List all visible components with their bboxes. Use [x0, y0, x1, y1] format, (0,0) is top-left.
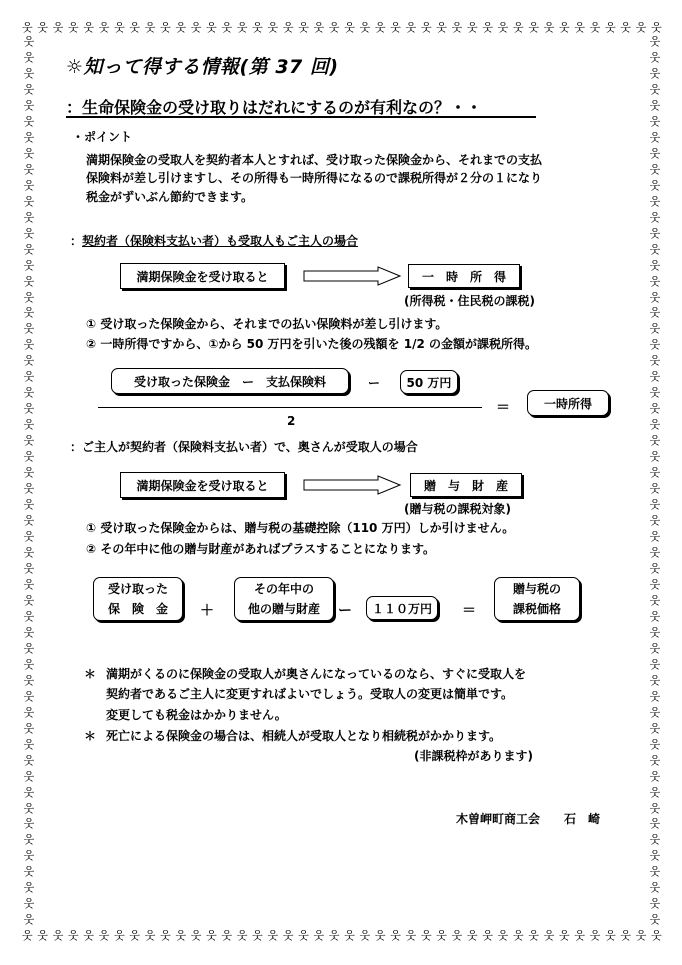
stick-figure-icon: 웃 — [23, 450, 35, 464]
case1-heading-prefix: ： — [70, 234, 83, 248]
stick-figure-icon: 웃 — [313, 929, 325, 942]
stick-figure-icon: 웃 — [190, 929, 202, 942]
stick-figure-icon: 웃 — [649, 785, 661, 799]
stick-figure-icon: 웃 — [175, 929, 187, 942]
stick-figure-icon: 웃 — [649, 82, 661, 96]
stick-figure-icon: 웃 — [23, 130, 35, 144]
case1-item-1: ① 受け取った保険金から、それまでの払い保険料が差し引けます。 — [86, 317, 448, 331]
stick-figure-icon: 웃 — [649, 98, 661, 112]
stick-figure-icon: 웃 — [649, 689, 661, 703]
stick-figure-icon: 웃 — [236, 21, 248, 34]
stick-figure-icon: 웃 — [359, 929, 371, 942]
stick-figure-icon: 웃 — [649, 290, 661, 304]
case2-to-box: 贈 与 財 産 — [410, 473, 522, 497]
stick-figure-icon: 웃 — [649, 833, 661, 847]
case1-numerator-box: 受け取った保険金 ー 支払保険料 — [111, 368, 349, 394]
point-heading: ・ポイント — [72, 130, 133, 144]
stick-figure-icon: 웃 — [649, 450, 661, 464]
stick-figure-icon: 웃 — [23, 162, 35, 176]
stick-figure-icon: 웃 — [83, 21, 95, 34]
stick-figure-icon: 웃 — [420, 929, 432, 942]
stick-figure-icon: 웃 — [543, 929, 555, 942]
case2-received-box — [93, 577, 183, 621]
stick-figure-icon: 웃 — [649, 514, 661, 528]
stick-figure-icon: 웃 — [359, 21, 371, 34]
stick-figure-icon: 웃 — [23, 561, 35, 575]
stick-figure-icon: 웃 — [605, 929, 616, 942]
stick-figure-icon: 웃 — [23, 609, 35, 623]
stick-figure-icon: 웃 — [23, 769, 35, 783]
stick-figure-icon: 웃 — [574, 929, 586, 942]
stick-figure-icon: 웃 — [160, 21, 171, 34]
stick-figure-icon: 웃 — [466, 929, 478, 942]
stick-figure-icon: 웃 — [649, 370, 661, 384]
stick-figure-icon: 웃 — [282, 21, 294, 34]
case2-deduction-box: １１０万円 — [366, 596, 438, 620]
stick-figure-icon: 웃 — [129, 21, 141, 34]
stick-figure-icon: 웃 — [23, 50, 35, 64]
stick-figure-icon: 웃 — [649, 849, 661, 863]
stick-figure-icon: 웃 — [68, 21, 79, 34]
stick-figure-icon: 웃 — [23, 673, 35, 687]
stick-figure-icon: 웃 — [649, 769, 661, 783]
stick-figure-icon: 웃 — [374, 929, 386, 942]
case2-other-gifts-box — [234, 577, 334, 621]
stick-figure-icon: 웃 — [23, 913, 35, 927]
stick-figure-icon: 웃 — [23, 82, 35, 96]
page-border-top — [22, 22, 662, 36]
stick-figure-icon: 웃 — [267, 929, 279, 942]
case2-heading: ：ご主人が契約者（保険料支払い者）で、奥さんが受取人の場合 — [70, 440, 418, 454]
stick-figure-icon: 웃 — [497, 929, 509, 942]
stick-figure-icon: 웃 — [37, 929, 48, 942]
stick-figure-icon: 웃 — [267, 21, 279, 34]
note2-sub: (非課税枠があります) — [414, 749, 533, 763]
stick-figure-icon: 웃 — [23, 258, 35, 272]
page-border-left — [22, 36, 36, 926]
stick-figure-icon: 웃 — [513, 929, 524, 942]
stick-figure-icon: 웃 — [23, 402, 35, 416]
stick-figure-icon: 웃 — [23, 498, 35, 512]
stick-figure-icon: 웃 — [649, 434, 661, 448]
stick-figure-icon: 웃 — [23, 210, 35, 224]
stick-figure-icon: 웃 — [23, 593, 35, 607]
note1-line-2: 契約者であるご主人に変更すればよいでしょう。受取人の変更は簡単です。 — [106, 687, 514, 701]
stick-figure-icon: 웃 — [23, 194, 35, 208]
case2-equals-sign: ＝ — [462, 603, 476, 619]
stick-figure-icon: 웃 — [649, 705, 661, 719]
stick-figure-icon: 웃 — [23, 753, 35, 767]
case1-to-box: 一 時 所 得 — [408, 264, 520, 288]
stick-figure-icon: 웃 — [649, 609, 661, 623]
stick-figure-icon: 웃 — [114, 929, 125, 942]
case1-item-2: ② 一時所得ですから、①から 50 万円を引いた後の残額を 1/2 の金額が課税所得。 — [86, 337, 537, 351]
stick-figure-icon: 웃 — [649, 673, 661, 687]
stick-figure-icon: 웃 — [649, 546, 661, 559]
stick-figure-icon: 웃 — [649, 753, 661, 767]
stick-figure-icon: 웃 — [23, 801, 35, 815]
stick-figure-icon: 웃 — [23, 98, 35, 112]
stick-figure-icon: 웃 — [651, 929, 662, 942]
case2-received-line1: 受け取った — [107, 582, 168, 596]
case2-arrow-icon — [303, 475, 403, 495]
stick-figure-icon: 웃 — [528, 929, 539, 942]
stick-figure-icon: 웃 — [23, 386, 35, 400]
stick-figure-icon: 웃 — [23, 338, 35, 352]
stick-figure-icon: 웃 — [23, 689, 35, 703]
case1-fraction-line — [98, 407, 482, 408]
stick-figure-icon: 웃 — [313, 21, 325, 34]
stick-figure-icon: 웃 — [649, 881, 661, 895]
stick-figure-icon: 웃 — [451, 21, 463, 34]
stick-figure-icon: 웃 — [23, 546, 35, 559]
note1-line-1: 満期がくるのに保険金の受取人が奥さんになっているのなら、すぐに受取人を — [106, 667, 527, 681]
page-border-bottom — [22, 930, 662, 944]
case2-taxable-line1: 贈与税の — [512, 582, 561, 596]
stick-figure-icon: 웃 — [649, 561, 661, 575]
stick-figure-icon: 웃 — [649, 242, 661, 256]
stick-figure-icon: 웃 — [23, 114, 35, 128]
stick-figure-icon: 웃 — [649, 226, 661, 240]
case2-from-box: 満期保険金を受け取ると — [120, 472, 285, 498]
stick-figure-icon: 웃 — [649, 386, 661, 400]
case2-item-1: ① 受け取った保険金からは、贈与税の基礎控除（110 万円）しか引けません。 — [86, 521, 515, 535]
case2-plus-sign: ＋ — [200, 603, 214, 619]
stick-figure-icon: 웃 — [344, 929, 355, 942]
stick-figure-icon: 웃 — [649, 466, 661, 480]
stick-figure-icon: 웃 — [405, 929, 417, 942]
stick-figure-icon: 웃 — [23, 66, 35, 80]
stick-figure-icon: 웃 — [649, 737, 661, 751]
stick-figure-icon: 웃 — [649, 721, 661, 735]
stick-figure-icon: 웃 — [649, 66, 661, 80]
stick-figure-icon: 웃 — [328, 929, 340, 942]
stick-figure-icon: 웃 — [23, 418, 35, 432]
stick-figure-icon: 웃 — [649, 418, 661, 432]
stick-figure-icon: 웃 — [649, 498, 661, 512]
stick-figure-icon: 웃 — [23, 833, 35, 847]
stick-figure-icon: 웃 — [649, 482, 661, 496]
footer-author: 木曽岬町商工会 石 崎 — [456, 812, 601, 826]
stick-figure-icon: 웃 — [649, 258, 661, 272]
stick-figure-icon: 웃 — [23, 817, 35, 831]
stick-figure-icon: 웃 — [23, 178, 35, 192]
stick-figure-icon: 웃 — [649, 178, 661, 192]
case1-result-box: 一時所得 — [527, 390, 609, 416]
stick-figure-icon: 웃 — [649, 625, 661, 639]
case2-minus-sign: ー — [338, 603, 352, 619]
stick-figure-icon: 웃 — [649, 577, 661, 591]
stick-figure-icon: 웃 — [497, 21, 509, 34]
stick-figure-icon: 웃 — [649, 641, 661, 655]
note1-mark: ＊ — [84, 667, 97, 681]
stick-figure-icon: 웃 — [221, 21, 233, 34]
stick-figure-icon: 웃 — [52, 929, 64, 942]
stick-figure-icon: 웃 — [528, 21, 539, 34]
point-line-1: 満期保険金の受取人を契約者本人とすれば、受け取った保険金から、それまでの支払 — [86, 153, 543, 167]
case2-taxable-line2: 課税価格 — [512, 602, 561, 616]
stick-figure-icon: 웃 — [649, 50, 661, 64]
stick-figure-icon: 웃 — [23, 625, 35, 639]
stick-figure-icon: 웃 — [23, 146, 35, 160]
stick-figure-icon: 웃 — [649, 274, 661, 288]
stick-figure-icon: 웃 — [649, 130, 661, 144]
stick-figure-icon: 웃 — [649, 801, 661, 815]
stick-figure-icon: 웃 — [436, 929, 447, 942]
stick-figure-icon: 웃 — [559, 21, 570, 34]
stick-figure-icon: 웃 — [23, 865, 35, 879]
stick-figure-icon: 웃 — [635, 929, 647, 942]
stick-figure-icon: 웃 — [436, 21, 447, 34]
note2-mark: ＊ — [84, 729, 97, 743]
stick-figure-icon: 웃 — [37, 21, 48, 34]
case1-arrow-icon — [303, 266, 403, 286]
stick-figure-icon: 웃 — [620, 21, 632, 34]
stick-figure-icon: 웃 — [252, 21, 263, 34]
stick-figure-icon: 웃 — [649, 530, 661, 544]
case2-other-gifts-line1: その年中の — [253, 582, 314, 596]
stick-figure-icon: 웃 — [23, 514, 35, 528]
stick-figure-icon: 웃 — [649, 322, 661, 336]
stick-figure-icon: 웃 — [98, 21, 110, 34]
stick-figure-icon: 웃 — [23, 641, 35, 655]
stick-figure-icon: 웃 — [405, 21, 417, 34]
stick-figure-icon: 웃 — [649, 35, 661, 48]
case1-equals-sign: ＝ — [496, 400, 510, 416]
case2-to-note: (贈与税の課税対象) — [404, 502, 511, 516]
stick-figure-icon: 웃 — [374, 21, 386, 34]
stick-figure-icon: 웃 — [390, 929, 401, 942]
stick-figure-icon: 웃 — [23, 370, 35, 384]
stick-figure-icon: 웃 — [52, 21, 64, 34]
stick-figure-icon: 웃 — [23, 897, 35, 911]
stick-figure-icon: 웃 — [482, 21, 493, 34]
stick-figure-icon: 웃 — [23, 35, 35, 48]
stick-figure-icon: 웃 — [144, 929, 156, 942]
stick-figure-icon: 웃 — [559, 929, 570, 942]
stick-figure-icon: 웃 — [23, 737, 35, 751]
case2-taxable-box — [494, 577, 580, 621]
case1-heading — [70, 232, 358, 249]
stick-figure-icon: 웃 — [328, 21, 340, 34]
case2-item-2: ② その年中に他の贈与財産があればプラスすることになります。 — [86, 542, 436, 556]
note1-line-3: 変更しても税金はかかりません。 — [106, 708, 287, 722]
stick-figure-icon: 웃 — [83, 929, 95, 942]
stick-figure-icon: 웃 — [23, 274, 35, 288]
stick-figure-icon: 웃 — [236, 929, 248, 942]
stick-figure-icon: 웃 — [144, 21, 156, 34]
stick-figure-icon: 웃 — [129, 929, 141, 942]
page-title: ☼知って得する情報(第 37 回) — [66, 56, 339, 78]
stick-figure-icon: 웃 — [23, 849, 35, 863]
stick-figure-icon: 웃 — [23, 354, 35, 368]
stick-figure-icon: 웃 — [23, 290, 35, 304]
stick-figure-icon: 웃 — [605, 21, 616, 34]
stick-figure-icon: 웃 — [160, 929, 171, 942]
stick-figure-icon: 웃 — [23, 530, 35, 544]
case1-heading-text: 契約者（保険料支払い者）も受取人もご主人の場合 — [82, 234, 359, 248]
stick-figure-icon: 웃 — [513, 21, 524, 34]
stick-figure-icon: 웃 — [23, 881, 35, 895]
stick-figure-icon: 웃 — [206, 929, 217, 942]
stick-figure-icon: 웃 — [68, 929, 79, 942]
stick-figure-icon: 웃 — [649, 146, 661, 160]
page-border-right — [648, 36, 662, 926]
stick-figure-icon: 웃 — [190, 21, 202, 34]
case2-other-gifts-line2: 他の贈与財産 — [247, 602, 320, 616]
stick-figure-icon: 웃 — [649, 162, 661, 176]
stick-figure-icon: 웃 — [252, 929, 263, 942]
stick-figure-icon: 웃 — [298, 21, 309, 34]
stick-figure-icon: 웃 — [649, 194, 661, 208]
stick-figure-icon: 웃 — [23, 577, 35, 591]
page-subtitle: ：生命保険金の受け取りはだれにするのが有利なの？・・ — [66, 98, 483, 117]
stick-figure-icon: 웃 — [22, 929, 33, 942]
case1-denominator: 2 — [287, 414, 296, 428]
stick-figure-icon: 웃 — [298, 929, 309, 942]
stick-figure-icon: 웃 — [649, 114, 661, 128]
stick-figure-icon: 웃 — [651, 21, 662, 34]
stick-figure-icon: 웃 — [466, 21, 478, 34]
stick-figure-icon: 웃 — [206, 21, 217, 34]
stick-figure-icon: 웃 — [23, 226, 35, 240]
stick-figure-icon: 웃 — [23, 657, 35, 671]
stick-figure-icon: 웃 — [620, 929, 632, 942]
stick-figure-icon: 웃 — [23, 466, 35, 480]
subtitle-underline — [66, 116, 536, 118]
stick-figure-icon: 웃 — [344, 21, 355, 34]
stick-figure-icon: 웃 — [98, 929, 110, 942]
stick-figure-icon: 웃 — [282, 929, 294, 942]
stick-figure-icon: 웃 — [649, 657, 661, 671]
stick-figure-icon: 웃 — [23, 242, 35, 256]
stick-figure-icon: 웃 — [221, 929, 233, 942]
case1-to-note: (所得税・住民税の課税) — [404, 294, 535, 308]
stick-figure-icon: 웃 — [23, 306, 35, 320]
stick-figure-icon: 웃 — [649, 897, 661, 911]
stick-figure-icon: 웃 — [23, 785, 35, 799]
stick-figure-icon: 웃 — [574, 21, 586, 34]
stick-figure-icon: 웃 — [420, 21, 432, 34]
case1-minus-sign: ー — [368, 376, 381, 390]
stick-figure-icon: 웃 — [589, 21, 601, 34]
stick-figure-icon: 웃 — [589, 929, 601, 942]
stick-figure-icon: 웃 — [649, 593, 661, 607]
stick-figure-icon: 웃 — [649, 338, 661, 352]
point-line-3: 税金がずいぶん節約できます。 — [86, 190, 254, 204]
stick-figure-icon: 웃 — [23, 705, 35, 719]
point-line-2: 保険料が差し引けますし、その所得も一時所得になるので課税所得が２分の１になり — [86, 171, 543, 185]
stick-figure-icon: 웃 — [649, 913, 661, 927]
stick-figure-icon: 웃 — [649, 865, 661, 879]
case1-from-box: 満期保険金を受け取ると — [120, 263, 285, 289]
stick-figure-icon: 웃 — [482, 929, 493, 942]
case2-received-line2: 保 険 金 — [107, 602, 168, 616]
stick-figure-icon: 웃 — [649, 817, 661, 831]
stick-figure-icon: 웃 — [23, 482, 35, 496]
stick-figure-icon: 웃 — [23, 721, 35, 735]
case1-deduction-box: 50 万円 — [400, 370, 458, 394]
stick-figure-icon: 웃 — [451, 929, 463, 942]
stick-figure-icon: 웃 — [649, 354, 661, 368]
stick-figure-icon: 웃 — [543, 21, 555, 34]
stick-figure-icon: 웃 — [22, 21, 33, 34]
stick-figure-icon: 웃 — [23, 434, 35, 448]
stick-figure-icon: 웃 — [649, 402, 661, 416]
stick-figure-icon: 웃 — [114, 21, 125, 34]
stick-figure-icon: 웃 — [649, 210, 661, 224]
note2-line: 死亡による保険金の場合は、相続人が受取人となり相続税がかかります。 — [106, 729, 502, 743]
stick-figure-icon: 웃 — [175, 21, 187, 34]
stick-figure-icon: 웃 — [390, 21, 401, 34]
stick-figure-icon: 웃 — [649, 306, 661, 320]
stick-figure-icon: 웃 — [23, 322, 35, 336]
stick-figure-icon: 웃 — [635, 21, 647, 34]
